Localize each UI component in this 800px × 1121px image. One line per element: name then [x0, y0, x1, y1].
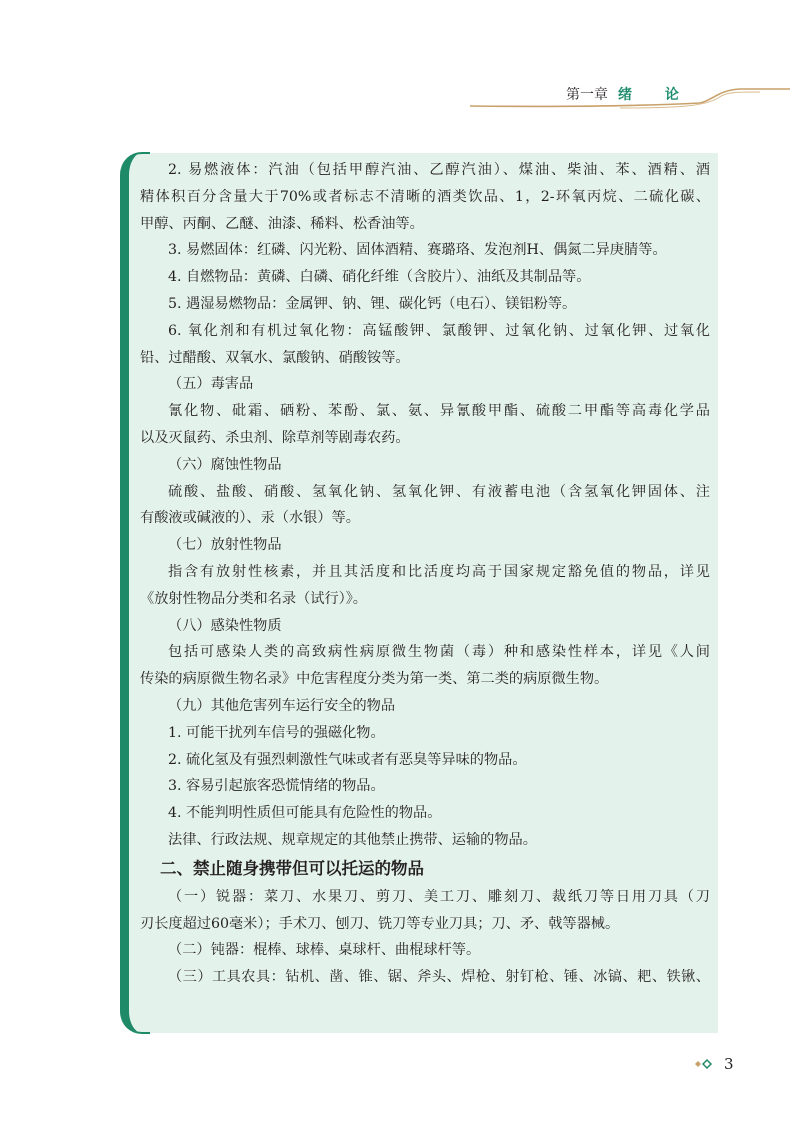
text-line: 法律、行政法规、规章规定的其他禁止携带、运输的物品。 [168, 831, 537, 848]
chapter-label [566, 84, 693, 104]
chapter-title: 绪 论 [618, 87, 693, 103]
page-number: 3 [724, 1055, 734, 1073]
text-line: 指含有放射性核素，并且其活度和比活度均高于国家规定豁免值的物品，详见 [168, 563, 710, 580]
text-line: 包括可感染人类的高致病性病原微生物菌（毒）种和感染性样本，详见《人间 [168, 644, 710, 661]
text-line: 以及灭鼠药、杀虫剂、除草剂等剧毒农药。 [140, 429, 410, 446]
diamond-ornament-icon [692, 1058, 718, 1070]
text-line: （六）腐蚀性物品 [168, 456, 282, 473]
text-line: 氰化物、砒霜、硒粉、苯酚、氯、氨、异氰酸甲酯、硫酸二甲酯等高毒化学品 [168, 403, 710, 420]
text-line: （七）放射性物品 [168, 537, 282, 554]
text-line: 4. 不能判明性质但可能具有危险性的物品。 [168, 805, 442, 822]
body-text [140, 157, 710, 991]
text-line: 3. 易燃固体：红磷、闪光粉、固体酒精、赛璐珞、发泡剂H、偶氮二异庚腈等。 [168, 242, 667, 259]
text-line: 6. 氧化剂和有机过氧化物：高锰酸钾、氯酸钾、过氧化钠、过氧化钾、过氧化 [168, 322, 710, 339]
running-header [0, 70, 800, 120]
text-line: （一）锐器：菜刀、水果刀、剪刀、美工刀、雕刻刀、裁纸刀等日用刀具（刀 [168, 888, 710, 905]
text-line: 刃长度超过60毫米）；手术刀、刨刀、铣刀等专业刀具；刀、矛、戟等器械。 [140, 915, 620, 932]
text-line: 2. 易燃液体：汽油（包括甲醇汽油、乙醇汽油）、煤油、柴油、苯、酒精、酒 [168, 162, 710, 178]
text-line: （八）感染性物质 [168, 617, 282, 634]
text-line: 3. 容易引起旅客恐慌情绪的物品。 [168, 778, 385, 795]
text-line: （二）钝器：棍棒、球棒、桌球杆、曲棍球杆等。 [168, 942, 481, 959]
text-line: 传染的病原微生物名录》中危害程度分类为第一类、第二类的病原微生物。 [140, 671, 609, 688]
text-line: 2. 硫化氢及有强烈刺激性气味或者有恶臭等异味的物品。 [168, 751, 527, 768]
text-line: 有酸液或碱液的）、汞（水银）等。 [140, 510, 360, 527]
text-line: 精体积百分含量大于70%或者标志不清晰的酒类饮品、1，2-环氧丙烷、二硫化碳、 [140, 188, 710, 205]
text-line: 硫酸、盐酸、硝酸、氢氧化钠、氢氧化钾、有液蓄电池（含氢氧化钾固体、注 [168, 483, 710, 500]
text-line: （三）工具农具：钻机、凿、锥、锯、斧头、焊枪、射钉枪、锤、冰镐、耙、铁锹、 [168, 969, 710, 986]
text-line: 铅、过醋酸、双氧水、氯酸钠、硝酸铵等。 [140, 349, 410, 366]
chapter-number: 第一章 [566, 87, 608, 103]
text-line: 甲醇、丙酮、乙醚、油漆、稀料、松香油等。 [140, 215, 424, 232]
text-line: 5. 遇湿易燃物品：金属钾、钠、锂、碳化钙（电石）、镁铝粉等。 [168, 295, 577, 312]
text-line: （五）毒害品 [168, 376, 254, 393]
text-line: 《放射性物品分类和名录（试行）》。 [140, 590, 367, 607]
text-line: 1. 可能干扰列车信号的强磁化物。 [168, 724, 385, 741]
text-line: 4. 自燃物品：黄磷、白磷、硝化纤维（含胶片）、油纸及其制品等。 [168, 269, 591, 286]
text-line: （九）其他危害列车运行安全的物品 [168, 697, 396, 714]
section-heading: 二、禁止随身携带但可以托运的物品 [160, 858, 424, 878]
